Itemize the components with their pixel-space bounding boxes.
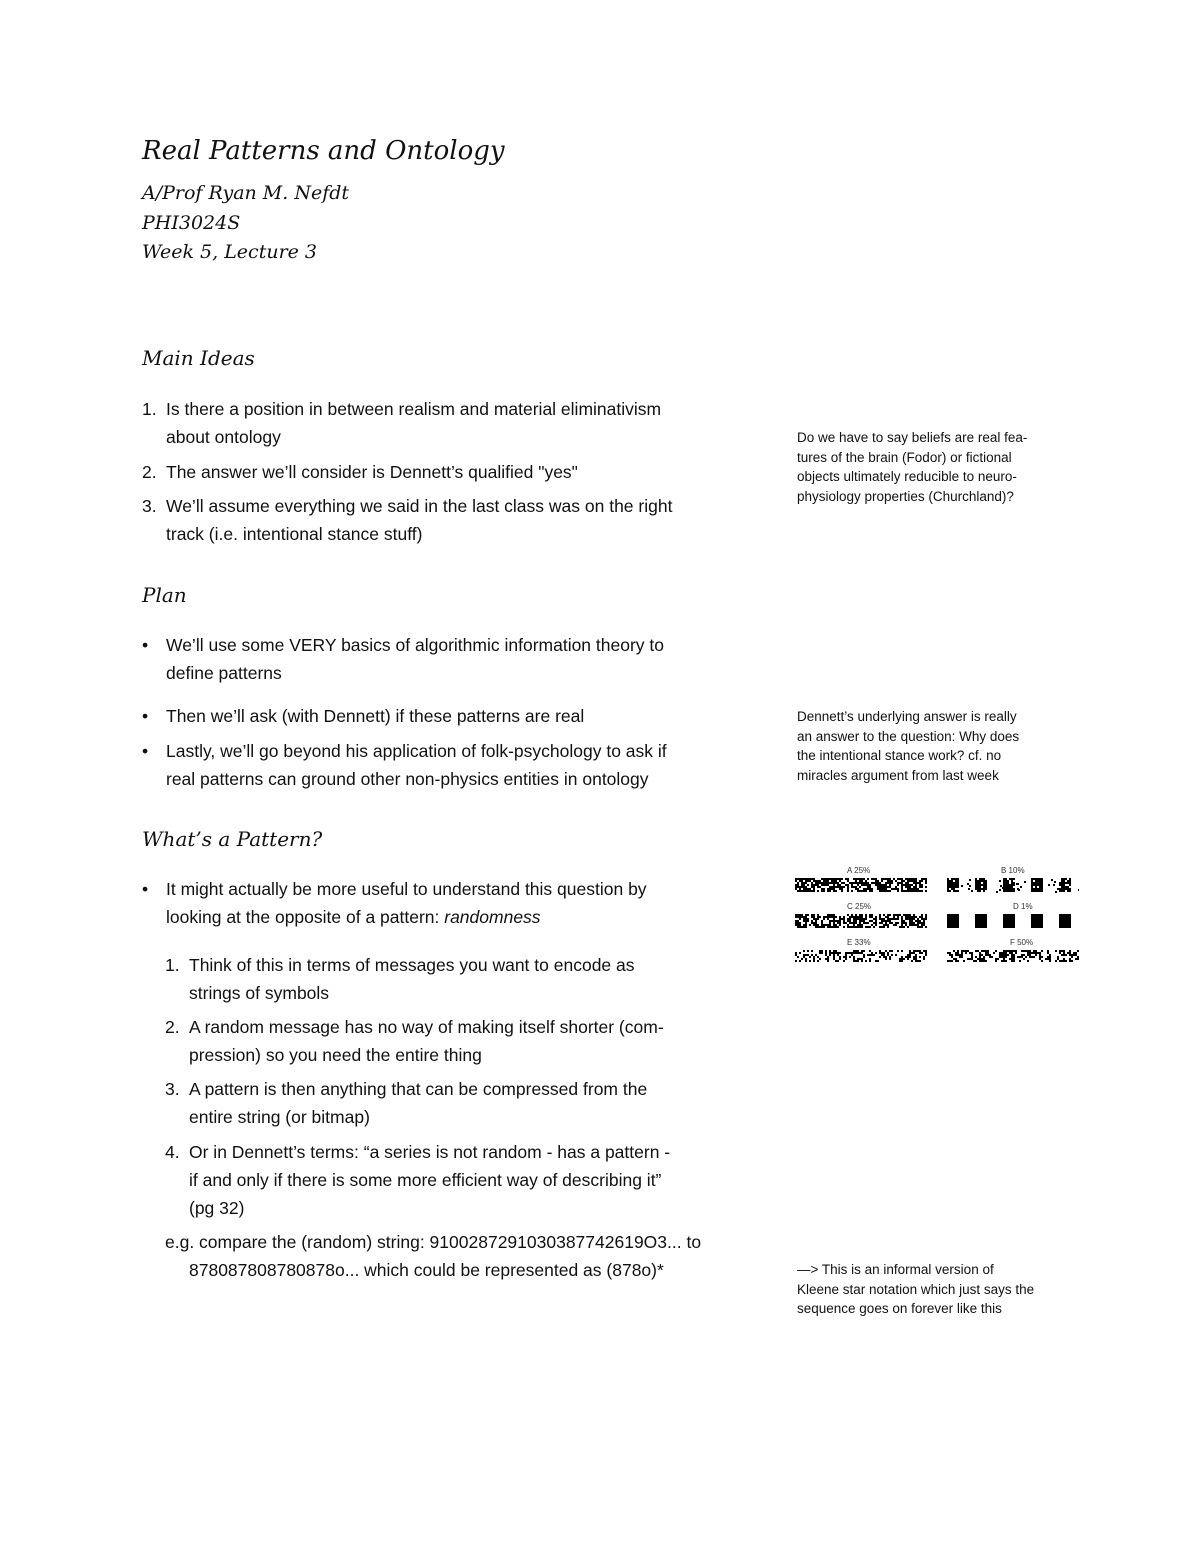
bitmap-b xyxy=(947,876,1079,894)
bitmap-a xyxy=(795,876,927,894)
plan-heading: Plan xyxy=(142,583,187,607)
pattern-item-2-line2: pression) so you need the entire thing xyxy=(189,1045,482,1065)
main-idea-3-line1: We’ll assume everything we said in the last class was on the right xyxy=(166,496,673,516)
note-line: tures of the brain (Fodor) or fictional xyxy=(797,449,1012,465)
main-idea-1 xyxy=(142,395,752,451)
note-line: —> This is an informal version of xyxy=(797,1262,994,1277)
margin-note-dennett xyxy=(797,707,1069,785)
bitmap-label-d: D 1% xyxy=(1013,902,1033,911)
author-line: A/Prof Ryan M. Nefdt xyxy=(142,182,350,204)
example-block xyxy=(165,1228,745,1284)
pattern-bullet xyxy=(142,875,752,931)
note-line: Dennett’s underlying answer is really xyxy=(797,709,1017,724)
bullet: • xyxy=(142,879,149,899)
main-idea-3 xyxy=(142,492,752,548)
pattern-item-2-line1: A random message has no way of making itself shorter (com- xyxy=(189,1017,664,1037)
note-line: Kleene star notation which just says the xyxy=(797,1281,1035,1297)
note-line: miracles argument from last week xyxy=(797,767,999,783)
example-line1: e.g. compare the (random) string: 9100287291030387742619O3... to xyxy=(165,1232,702,1252)
example-line2: 878087808780878o... which could be represented as (878o)* xyxy=(189,1260,664,1280)
randomness-term: randomness xyxy=(444,907,541,927)
main-idea-1-line1: Is there a position in between realism and material eliminativism xyxy=(166,399,662,419)
bitmap-d xyxy=(947,912,1079,930)
pattern-item-3 xyxy=(165,1075,745,1131)
plan-item-1 xyxy=(142,631,752,687)
margin-note-kleene xyxy=(797,1260,1069,1319)
pattern-item-1-line2: strings of symbols xyxy=(189,983,330,1003)
pattern-item-1 xyxy=(165,951,745,1007)
plan-item-1-line1: We’ll use some VERY basics of algorithmic information theory to xyxy=(166,635,664,655)
plan-item-1-line2: define patterns xyxy=(166,663,282,683)
bitmap-label-a: A 25% xyxy=(847,866,871,875)
pattern-item-4-line2: if and only if there is some more efficient way of describing it” xyxy=(189,1170,662,1190)
pattern-item-1-line1: Think of this in terms of messages you want to encode as xyxy=(189,955,635,975)
pattern-heading: What’s a Pattern? xyxy=(142,827,323,851)
list-marker: 2. xyxy=(142,462,157,482)
page-title: Real Patterns and Ontology xyxy=(142,136,505,166)
bitmap-e xyxy=(795,948,927,964)
pattern-item-4 xyxy=(165,1138,745,1222)
bitmap-label-e: E 33% xyxy=(847,938,871,947)
main-idea-2-line1: The answer we’ll consider is Dennett’s qualified "yes" xyxy=(166,462,578,482)
bitmap-f xyxy=(947,948,1079,964)
main-idea-2 xyxy=(142,458,752,486)
bullet: • xyxy=(142,741,149,761)
plan-item-2-line1: Then we’ll ask (with Dennett) if these patterns are real xyxy=(166,706,585,726)
note-line: the intentional stance work? cf. no xyxy=(797,748,1002,763)
list-marker: 3. xyxy=(142,496,157,516)
course-code: PHI3024S xyxy=(142,212,241,234)
pattern-item-3-line2: entire string (or bitmap) xyxy=(189,1107,370,1127)
plan-item-3-line2: real patterns can ground other non-physics entities in ontology xyxy=(166,769,649,789)
bullet: • xyxy=(142,706,149,726)
pattern-bullet-line1: It might actually be more useful to understand this question by xyxy=(166,879,647,899)
pattern-item-4-line1: Or in Dennett’s terms: “a series is not random - has a pattern - xyxy=(189,1142,671,1162)
note-line: sequence goes on forever like this xyxy=(797,1301,1002,1316)
session-line: Week 5, Lecture 3 xyxy=(142,241,318,263)
bitmap-c xyxy=(795,912,927,930)
bitmap-label-f: F 50% xyxy=(1010,938,1034,947)
list-marker: 2. xyxy=(165,1017,180,1037)
pattern-item-4-line3: (pg 32) xyxy=(189,1198,245,1218)
plan-item-3-line1: Lastly, we’ll go beyond his application of folk-psychology to ask if xyxy=(166,741,667,761)
plan-item-2 xyxy=(142,702,752,730)
list-marker: 1. xyxy=(165,955,180,975)
list-marker: 1. xyxy=(142,399,157,419)
pattern-bitmaps-figure xyxy=(795,866,1085,966)
margin-note-beliefs xyxy=(797,428,1069,506)
main-idea-3-line2: track (i.e. intentional stance stuff) xyxy=(166,524,423,544)
pattern-bullet-line2: looking at the opposite of a pattern: xyxy=(166,907,445,927)
note-line: objects ultimately reducible to neuro- xyxy=(797,469,1017,484)
main-ideas-heading: Main Ideas xyxy=(142,346,255,370)
note-line: physiology properties (Churchland)? xyxy=(797,488,1014,504)
main-idea-1-line2: about ontology xyxy=(166,427,281,447)
note-line: Do we have to say beliefs are real fea- xyxy=(797,430,1028,445)
plan-item-3 xyxy=(142,737,752,793)
list-marker: 3. xyxy=(165,1079,180,1099)
bitmap-label-b: B 10% xyxy=(1001,866,1025,875)
note-line: an answer to the question: Why does xyxy=(797,728,1020,744)
bitmap-label-c: C 25% xyxy=(847,902,872,911)
list-marker: 4. xyxy=(165,1142,180,1162)
bullet: • xyxy=(142,635,149,655)
pattern-item-2 xyxy=(165,1013,745,1069)
pattern-item-3-line1: A pattern is then anything that can be compressed from the xyxy=(189,1079,648,1099)
